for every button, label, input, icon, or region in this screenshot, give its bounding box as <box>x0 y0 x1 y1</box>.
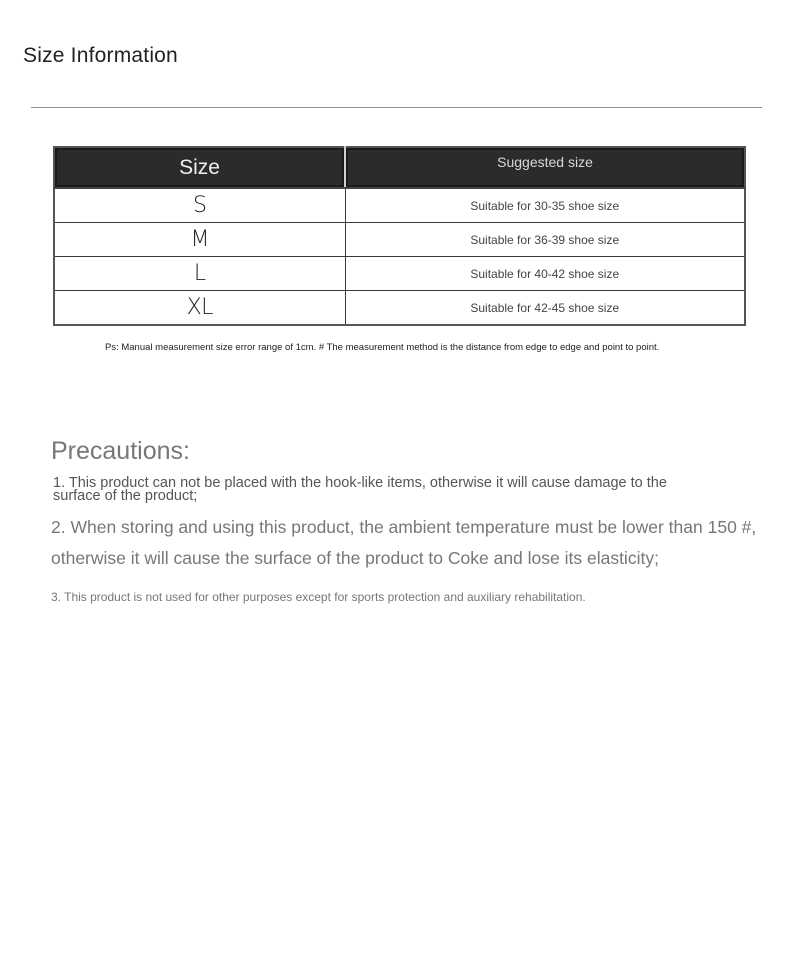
precautions-heading: Precautions: <box>51 437 190 465</box>
table-row <box>54 257 745 291</box>
page-title: Size Information <box>23 44 178 67</box>
precaution-item-3: 3. This product is not used for other purposes except for sports protection and auxiliary rehabilitation. <box>51 590 586 604</box>
size-suggestion: Suitable for 30-35 shoe size <box>345 188 745 223</box>
measurement-note: Ps: Manual measurement size error range of 1cm. # The measurement method is the distance from edge to edge and point to point. <box>105 342 660 353</box>
size-value: L <box>54 257 345 291</box>
size-suggestion: Suitable for 36-39 shoe size <box>345 223 745 257</box>
size-suggestion: Suitable for 40-42 shoe size <box>345 257 745 291</box>
size-value: M <box>54 223 345 257</box>
precaution-item-1: 1. This product can not be placed with the hook-like items, otherwise it will cause damage to the surface of the product; <box>53 475 667 504</box>
table-row <box>54 223 745 257</box>
size-suggestion: Suitable for 42-45 shoe size <box>470 300 620 315</box>
table-header-row <box>54 147 745 188</box>
size-chart-table <box>53 146 746 326</box>
header-size: Size <box>54 147 345 188</box>
size-value: S <box>54 188 345 223</box>
precaution-item-2: 2. When storing and using this product, the ambient temperature must be lower than 150 #, otherwise it will cause the surface of the product to Coke and lose its elasticity; <box>51 517 757 568</box>
header-suggested-size: Suggested size <box>345 147 745 188</box>
table-row <box>54 291 745 326</box>
table-row <box>54 188 745 223</box>
title-divider <box>31 107 762 108</box>
size-value: XL <box>54 291 345 326</box>
